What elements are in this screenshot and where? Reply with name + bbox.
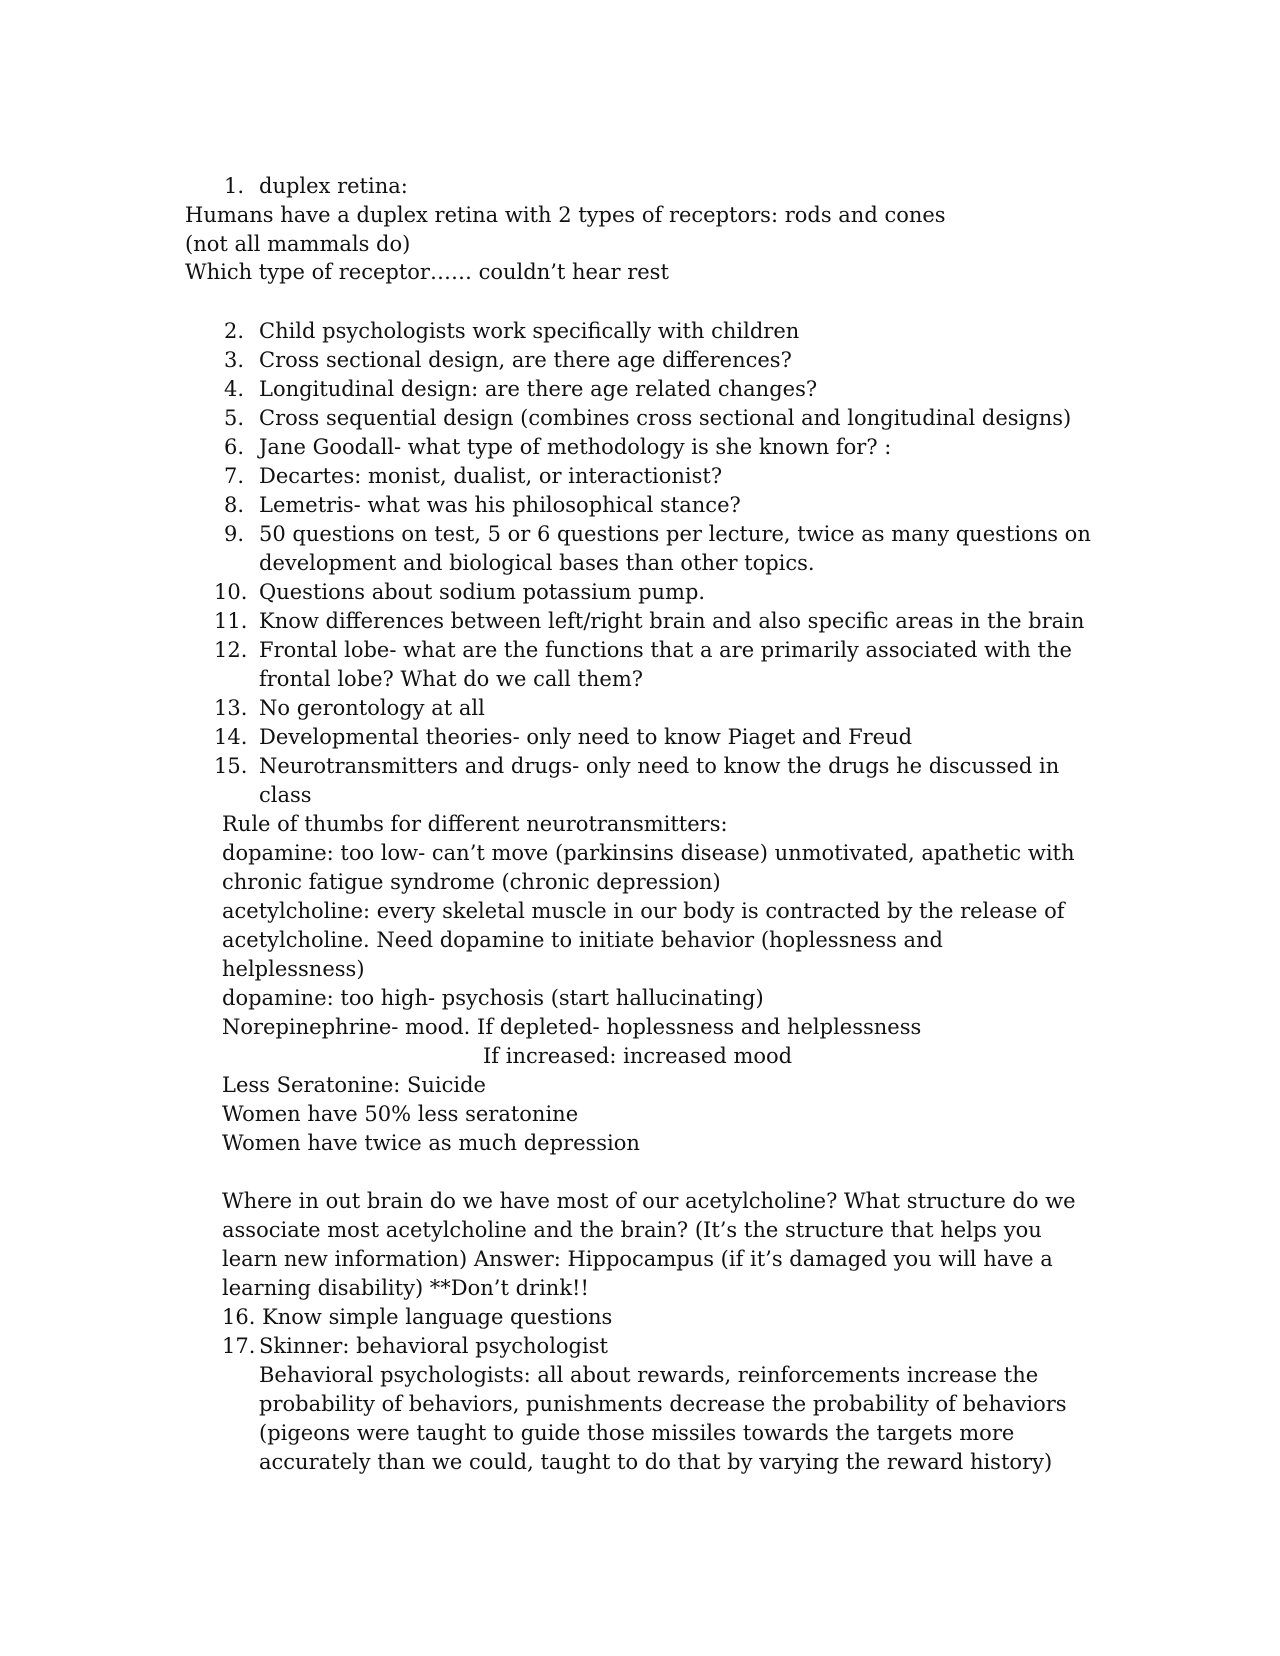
list-item: Lemetris- what was his philosophical stance? [259, 493, 741, 517]
list-number: 6. [223, 435, 244, 459]
list-item: Child psychologists work specifically with children [259, 319, 800, 343]
paragraph-line: Which type of receptor…… couldn’t hear rest [185, 260, 669, 284]
note-line: dopamine: too low- can’t move (parkinsins disease) unmotivated, apathetic with [222, 841, 1075, 865]
list-number: 8. [223, 493, 244, 517]
paragraph-line: associate most acetylcholine and the brain? (It’s the structure that helps you [222, 1218, 1042, 1242]
note-line: dopamine: too high- psychosis (start hallucinating) [222, 986, 764, 1010]
note-line: Norepinephrine- mood. If depleted- hoplessness and helplessness [222, 1015, 922, 1039]
note-line: Less Seratonine: Suicide [222, 1073, 486, 1097]
note-line: acetylcholine: every skeletal muscle in our body is contracted by the release of [222, 899, 1065, 923]
list-item-continuation: development and biological bases than other topics. [259, 551, 815, 575]
list-item-heading: Skinner: behavioral psychologist [259, 1334, 608, 1358]
paragraph-line: learning disability) **Don’t drink!! [222, 1276, 589, 1300]
list-number: 5. [223, 406, 244, 430]
list-item: Decartes: monist, dualist, or interactionist? [259, 464, 723, 488]
list-item-continuation: accurately than we could, taught to do that by varying the reward history) [259, 1450, 1053, 1474]
note-line-indented: If increased: increased mood [483, 1044, 793, 1068]
list-item-continuation: probability of behaviors, punishments decrease the probability of behaviors [259, 1392, 1067, 1416]
note-line: chronic fatigue syndrome (chronic depression) [222, 870, 721, 894]
list-item: Questions about sodium potassium pump. [259, 580, 706, 604]
list-number: 3. [223, 348, 244, 372]
list-number: 17. [222, 1334, 256, 1358]
list-item-continuation: (pigeons were taught to guide those missiles towards the targets more [259, 1421, 1015, 1445]
list-number: 2. [223, 319, 244, 343]
list-number: 14. [214, 725, 248, 749]
list-number: 12. [214, 638, 248, 662]
list-item: Jane Goodall- what type of methodology is she known for? : [259, 435, 892, 459]
list-item: Cross sectional design, are there age differences? [259, 348, 792, 372]
list-number: 9. [223, 522, 244, 546]
note-line: Women have twice as much depression [222, 1131, 640, 1155]
list-item-continuation: frontal lobe? What do we call them? [259, 667, 644, 691]
note-line: Women have 50% less seratonine [222, 1102, 579, 1126]
list-item: Longitudinal design: are there age related changes? [259, 377, 818, 401]
list-number: 15. [214, 754, 248, 778]
paragraph-line: Humans have a duplex retina with 2 types of receptors: rods and cones [185, 203, 946, 227]
list-item-continuation: Behavioral psychologists: all about rewards, reinforcements increase the [259, 1363, 1039, 1387]
list-item: Neurotransmitters and drugs- only need to know the drugs he discussed in [259, 754, 1060, 778]
list-item-heading: duplex retina: [259, 174, 408, 198]
list-number: 4. [223, 377, 244, 401]
list-item: No gerontology at all [259, 696, 485, 720]
list-number: 1. [223, 174, 244, 198]
list-number: 13. [214, 696, 248, 720]
list-item-continuation: class [259, 783, 312, 807]
list-item: Cross sequential design (combines cross sectional and longitudinal designs) [259, 406, 1072, 430]
list-number: 10. [214, 580, 248, 604]
list-item: 50 questions on test, 5 or 6 questions per lecture, twice as many questions on [259, 522, 1091, 546]
paragraph-line: Where in out brain do we have most of our acetylcholine? What structure do we [222, 1189, 1076, 1213]
list-number: 7. [223, 464, 244, 488]
list-item: Frontal lobe- what are the functions that a are primarily associated with the [259, 638, 1072, 662]
paragraph-line: (not all mammals do) [185, 232, 411, 256]
list-number: 11. [214, 609, 248, 633]
note-line: acetylcholine. Need dopamine to initiate behavior (hoplessness and [222, 928, 944, 952]
list-item: Know differences between left/right brain and also specific areas in the brain [259, 609, 1085, 633]
note-line: Rule of thumbs for different neurotransmitters: [222, 812, 728, 836]
list-item: 16. Know simple language questions [222, 1305, 613, 1329]
list-item: Developmental theories- only need to know Piaget and Freud [259, 725, 913, 749]
paragraph-line: learn new information) Answer: Hippocampus (if it’s damaged you will have a [222, 1247, 1053, 1271]
note-line: helplessness) [222, 957, 365, 981]
